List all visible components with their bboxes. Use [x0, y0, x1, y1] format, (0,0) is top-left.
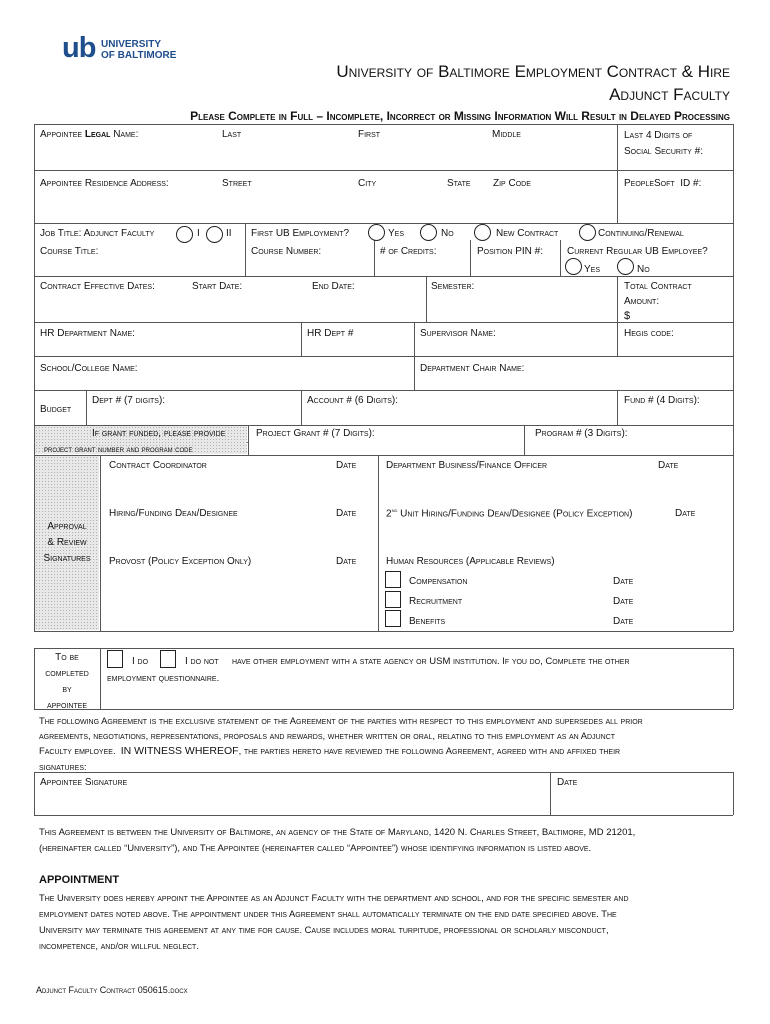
new-contract-label: New Contract [496, 228, 559, 239]
hiring-dean-date-label: Date [336, 508, 357, 519]
department-chair-label: Department Chair Name: [420, 363, 525, 374]
total-amount-label-1: Total Contract [624, 281, 692, 292]
current-employee-no-label: No [637, 264, 650, 275]
other-employment-statement-1: have other employment with a state agency or USM institution. If you do, Complete the other [232, 656, 630, 667]
position-pin-label: Position PIN #: [477, 246, 544, 257]
appointee-signature-field[interactable]: Appointee Signature [40, 777, 128, 788]
fund-number-label: Fund # (4 Digits): [624, 395, 700, 406]
continuing-renewal-radio[interactable] [579, 224, 596, 241]
completed-by-label: To be completed by appointee [45, 652, 89, 711]
hiring-dean-label: Hiring/Funding Dean/Designee [109, 508, 238, 519]
zip-label: Zip Code [493, 178, 531, 189]
title-line2: Adjunct Faculty [609, 85, 730, 104]
instruction-text: Please Complete in Full – Incomplete, Incorrect or Missing Information Will Result in Delayed Processing [190, 109, 730, 123]
hr-dept-number-label: HR Dept # [307, 328, 354, 339]
budget-label: Budget [40, 404, 72, 415]
dollar-sign: $ [624, 310, 631, 322]
i-do-checkbox[interactable] [107, 650, 123, 668]
supervisor-name-label: Supervisor Name: [420, 328, 496, 339]
second-unit-dean-date-label: Date [675, 508, 696, 519]
program-number-label: Program # (3 Digits): [535, 428, 628, 439]
first-ub-no-label: No [441, 228, 454, 239]
footer-filename: Adjunct Faculty Contract 050615.docx [36, 985, 188, 995]
contract-dates-label: Contract Effective Dates: [40, 281, 155, 292]
school-college-label: School/College Name: [40, 363, 138, 374]
compensation-label: Compensation [409, 576, 468, 587]
semester-label: Semester: [431, 281, 475, 292]
compensation-date-label: Date [613, 576, 634, 587]
dept-business-officer-label: Department Business/Finance Officer [386, 460, 548, 471]
dept-business-officer-date-label: Date [658, 460, 679, 471]
logo-line1: UNIVERSITY [101, 39, 162, 50]
ssn-label-2: Social Security #: [624, 146, 703, 157]
peoplesoft-id-label: PeopleSoft ID #: [624, 178, 702, 189]
end-date-label: End Date: [312, 281, 355, 292]
current-employee-no-radio[interactable] [617, 258, 634, 275]
residence-address-label: Appointee Residence Address: [40, 178, 169, 189]
course-title-label: Course Title: [40, 246, 99, 257]
street-label: Street [222, 178, 252, 189]
other-employment-statement-2: employment questionnaire. [107, 673, 220, 684]
recruitment-checkbox[interactable] [385, 591, 401, 608]
logo-mark: ub [62, 32, 96, 64]
faculty-level-ii-label: II [226, 228, 232, 239]
job-title-label: Job Title: Adjunct Faculty [40, 228, 155, 239]
title-line1: University of Baltimore Employment Contract & Hire [336, 62, 730, 81]
last-name-label: Last [222, 129, 242, 140]
first-ub-yes-radio[interactable] [368, 224, 385, 241]
i-do-not-checkbox[interactable] [160, 650, 176, 668]
total-amount-label-2: Amount: [624, 296, 660, 307]
benefits-label: Benefits [409, 616, 446, 627]
recruitment-date-label: Date [613, 596, 634, 607]
benefits-date-label: Date [613, 616, 634, 627]
continuing-renewal-label: Continuing/Renewal [598, 228, 684, 239]
contract-coordinator-date-label: Date [336, 460, 357, 471]
current-employee-yes-label: Yes [584, 264, 601, 275]
document-title [0, 62, 730, 105]
appointment-heading: APPOINTMENT [39, 874, 120, 886]
faculty-level-ii-radio[interactable] [206, 226, 223, 243]
credits-label: # of Credits: [380, 246, 437, 257]
parties-paragraph: This Agreement is between the University of Baltimore, an agency of the State of Maryland, 1420 N. Charles Street, Baltimore, MD 21201, (hereinafter called “University”), and The Appointee (hereinafter called “Appointee”) whose identifying information is listed above. [39, 827, 636, 854]
first-name-label: First [358, 129, 381, 140]
project-grant-label: Project Grant # (7 Digits): [256, 428, 375, 439]
recruitment-label: Recruitment [409, 596, 463, 607]
hegis-code-label: Hegis code: [624, 328, 674, 339]
logo-line2: OF BALTIMORE [101, 50, 177, 61]
agreement-paragraph: The following Agreement is the exclusive statement of the Agreement of the parties with respect to this employment and supersedes all prior agreements, negotiations, representations, proposals and rewards, whether written or oral, relating to this employment as an Adjunct Faculty employee. IN WITNESS WHEREOF, the parties hereto have reviewed the following Agreement, agreed with and affixed their signatures: [39, 715, 643, 772]
faculty-level-i-radio[interactable] [176, 226, 193, 243]
ssn-label-1: Last 4 Digits of [624, 130, 693, 141]
second-unit-dean-label: 2nd Unit Hiring/Funding Dean/Designee (Policy Exception) [386, 508, 633, 520]
first-ub-yes-label: Yes [388, 228, 405, 239]
benefits-checkbox[interactable] [385, 610, 401, 627]
university-logo [62, 32, 177, 64]
current-employee-label: Current Regular UB Employee? [567, 246, 708, 257]
i-do-not-label: I do not [185, 656, 219, 667]
city-label: City [358, 178, 377, 189]
contract-coordinator-label: Contract Coordinator [109, 460, 207, 471]
first-ub-employment-label: First UB Employment? [251, 228, 350, 239]
hr-reviews-label: Human Resources (Applicable Reviews) [386, 556, 555, 567]
faculty-level-i-label: I [197, 228, 200, 239]
appointment-paragraph: The University does hereby appoint the Appointee as an Adjunct Faculty with the department and school, and for the specific semester and employment dates noted above. The appointment under this Agreement shall automatically terminate on the end date specified above. The University may terminate this agreement at any time for cause. Cause includes moral turpitude, professional or scholarly misconduct, incompetence, and/or willful neglect. [39, 892, 629, 951]
first-ub-no-radio[interactable] [420, 224, 437, 241]
approval-side-label: Approval & Review Signatures [43, 521, 91, 564]
compensation-checkbox[interactable] [385, 571, 401, 588]
signature-date-field[interactable]: Date [557, 777, 578, 788]
course-number-label: Course Number: [251, 246, 322, 257]
provost-date-label: Date [336, 556, 357, 567]
start-date-label: Start Date: [192, 281, 243, 292]
legal-name-label: Appointee Legal Name: [40, 129, 139, 140]
current-employee-yes-radio[interactable] [565, 258, 582, 275]
middle-name-label: Middle [492, 129, 521, 140]
grant-funded-label: If grant funded, please provide [92, 428, 226, 439]
new-contract-radio[interactable] [474, 224, 491, 241]
i-do-label: I do [132, 656, 149, 667]
dept-number-label: Dept # (7 digits): [92, 395, 166, 406]
provost-label: Provost (Policy Exception Only) [109, 556, 252, 567]
grant-note-label: project grant number and program code [44, 444, 193, 454]
hr-department-label: HR Department Name: [40, 328, 135, 339]
state-label: State [447, 178, 471, 189]
account-number-label: Account # (6 Digits): [307, 395, 399, 406]
